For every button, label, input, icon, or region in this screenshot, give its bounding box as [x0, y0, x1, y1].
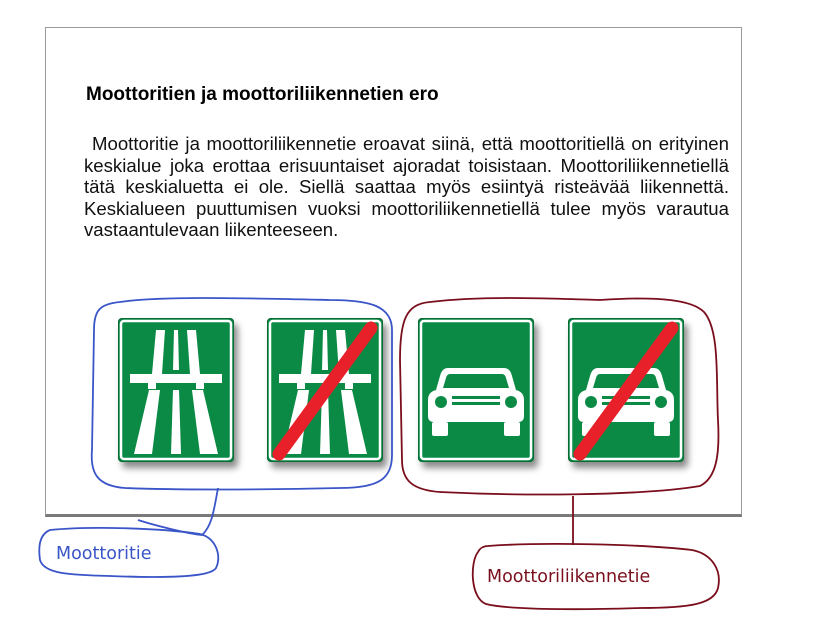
- motor-road-sign: [418, 318, 534, 462]
- end-of-motorway-sign: [267, 318, 383, 462]
- moottoritie-label: Moottoritie: [56, 544, 152, 564]
- car-crossed-icon: [568, 318, 684, 462]
- motorway-crossed-icon: [267, 318, 383, 462]
- moottoriliikennetie-label: Moottoriliikennetie: [487, 567, 651, 587]
- car-icon: [418, 318, 534, 462]
- document-title: Moottoritien ja moottoriliikennetien ero: [86, 84, 439, 105]
- document-body-text: Moottoritie ja moottoriliikennetie eroavat siinä, että moottoritiellä on erityinen keskialue joka erottaa erisuuntaiset ajoradat toisistaan. Moottoriliikennetiellä tätä keskialuetta ei ole. Siellä saattaa myös esiintyä risteävää liikennettä. Keskialueen puuttumisen vuoksi moottoriliikennetiellä tulee myös varautua vastaantulevaan liikenteeseen.: [84, 133, 729, 240]
- end-of-motor-road-sign: [568, 318, 684, 462]
- motorway-icon: [118, 318, 234, 462]
- motorway-sign: [118, 318, 234, 462]
